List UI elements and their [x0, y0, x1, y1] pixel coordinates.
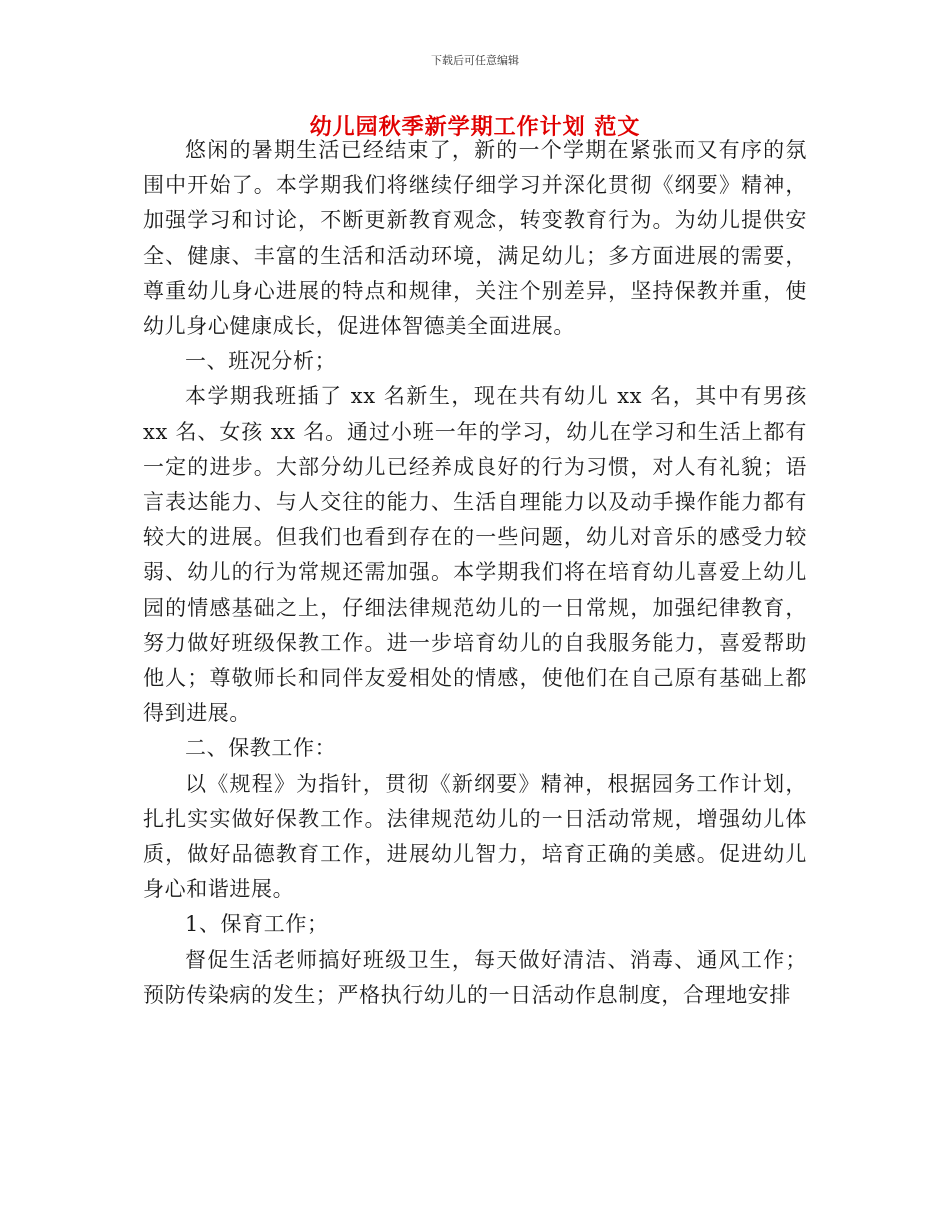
section-heading-class-analysis: 一、班况分析；	[185, 349, 337, 374]
paragraph-class-analysis: 本学期我班插了 xx 名新生，现在共有幼儿 xx 名，其中有男孩 xx 名、女孩 xx 名。通过小班一年的学习，幼儿在学习和生活上都有一定的进步。大部分幼儿已经养成良好的行为习惯，对人有礼貌；语言表达能力、与人交往的能力、生活自理能力以及动手操作能力都有较大的进展。但我们也看到存在的一些问题，幼儿对音乐的感受力较弱、幼儿的行为常规还需加强。本学期我们将在培育幼儿喜爱上幼儿园的情感基础之上，仔细法律规范幼儿的一日常规，加强纪律教育，努力做好班级保教工作。进一步培育幼儿的自我服务能力，喜爱帮助他人；尊敬师长和同伴友爱相处的情感，使他们在自己原有基础上都得到进展。	[143, 384, 807, 726]
section-heading-care-education: 二、保教工作：	[185, 736, 337, 761]
paragraph-care-work: 督促生活老师搞好班级卫生，每天做好清洁、消毒、通风工作；预防传染病的发生；严格执行幼儿的一日活动作息制度，合理地安排	[143, 947, 807, 1007]
paragraph-care-education: 以《规程》为指针，贯彻《新纲要》精神，根据园务工作计划，扎扎实实做好保教工作。法律规范幼儿的一日活动常规，增强幼儿体质，做好品德教育工作，进展幼儿智力，培育正确的美感。促进幼儿身心和谐进展。	[143, 771, 807, 902]
header-note: 下载后可任意编辑	[431, 54, 519, 67]
subsection-heading-care-work: 1、保育工作；	[185, 912, 329, 937]
document-body	[143, 133, 807, 1013]
document-title: 幼儿园秋季新学期工作计划 范文	[309, 114, 641, 140]
paragraph-intro: 悠闲的暑期生活已经结束了，新的一个学期在紧张而又有序的氛围中开始了。本学期我们将继续仔细学习并深化贯彻《纲要》精神，加强学习和讨论，不断更新教育观念，转变教育行为。为幼儿提供安全、健康、丰富的生活和活动环境，满足幼儿；多方面进展的需要，尊重幼儿身心进展的特点和规律，关注个别差异，坚持保教并重，使幼儿身心健康成长，促进体智德美全面进展。	[143, 138, 807, 339]
